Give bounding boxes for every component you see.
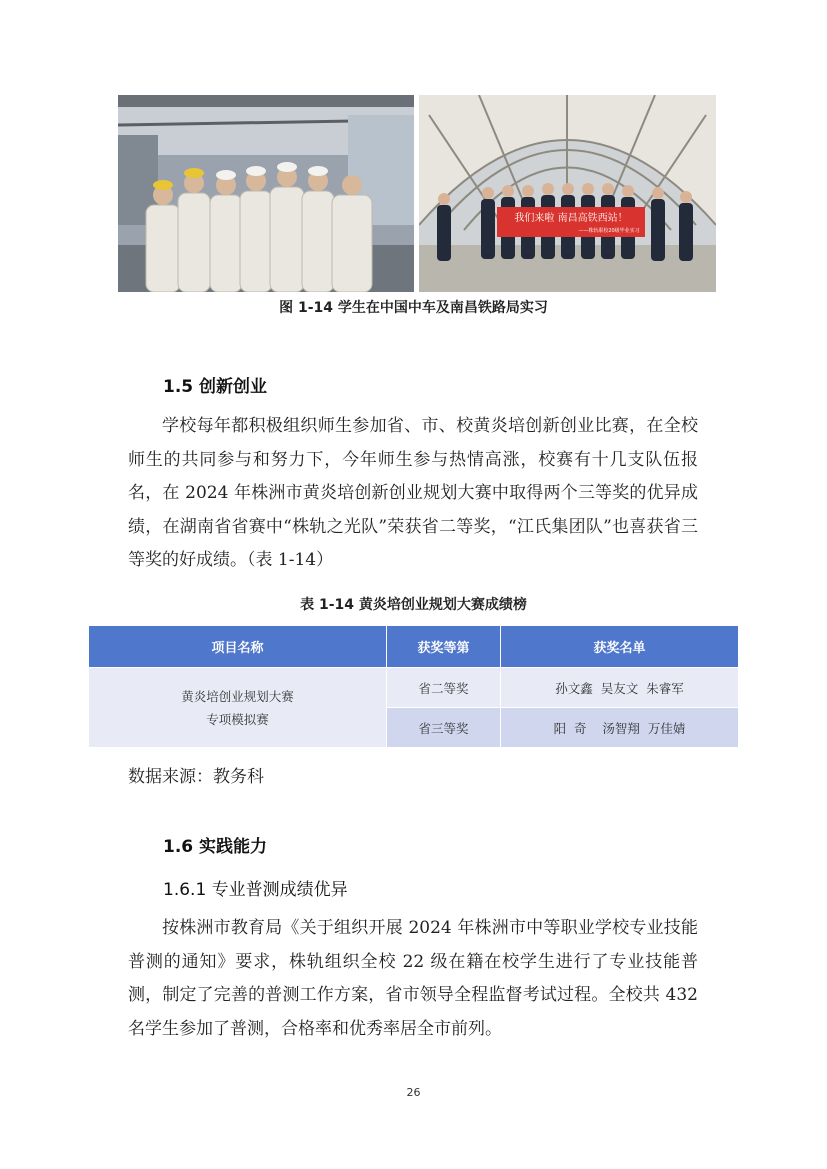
svg-text:我们来啦 南昌高铁西站！: 我们来啦 南昌高铁西站！ [514,213,628,224]
header-level: 获奖等第 [387,626,501,668]
section-heading-practice: 1.6 实践能力 [163,837,268,857]
railway-station-internship-photo [419,95,716,292]
data-source: 数据来源：教务科 [128,767,264,787]
names-cell: 阳 奇 汤智翔 万佳婧 [501,708,739,748]
factory-internship-photo [118,95,414,292]
level-cell: 省二等奖 [387,668,501,708]
level-cell: 省三等奖 [387,708,501,748]
page-number: 26 [406,1086,421,1099]
innovation-paragraph: 学校每年都积极组织师生参加省、市、校黄炎培创新创业比赛，在全校师生的共同参与和努力下，今年师生参与热情高涨，校赛有十几支队伍报名，在 2024 年株洲市黄炎培创新创业规划大赛中取得两个三等奖的优异成绩，在湖南省省赛中“株轨之光队”荣获省二等奖，“江氏集团队”也喜获省三等奖的好成绩。（表 1-14） [128,416,698,570]
svg-text:——株轨职校20级毕业实习: ——株轨职校20级毕业实习 [578,228,640,234]
subsection-heading-test: 1.6.1 专业普测成绩优异 [163,880,348,900]
header-names: 获奖名单 [501,626,739,668]
section-heading-innovation: 1.5 创新创业 [163,377,268,397]
table-caption: 表 1-14 黄炎培创业规划大赛成绩榜 [300,597,527,613]
awards-table [88,625,739,748]
practice-paragraph: 按株洲市教育局《关于组织开展 2024 年株洲市中等职业学校专业技能普测的通知》要求，株轨组织全校 22 级在籍在校学生进行了专业技能普测，制定了完善的普测工作方案，省市领导全程监督考试过程。全校共 432 名学生参加了普测，合格率和优秀率居全市前列。 [128,918,698,1039]
figure-caption: 图 1-14 学生在中国中车及南昌铁路局实习 [279,300,548,316]
header-project: 项目名称 [89,626,387,668]
table-row [89,668,739,708]
names-cell: 孙文鑫 吴友文 朱睿军 [501,668,739,708]
project-cell: 黄炎培创业规划大赛 专项模拟赛 [89,668,387,748]
